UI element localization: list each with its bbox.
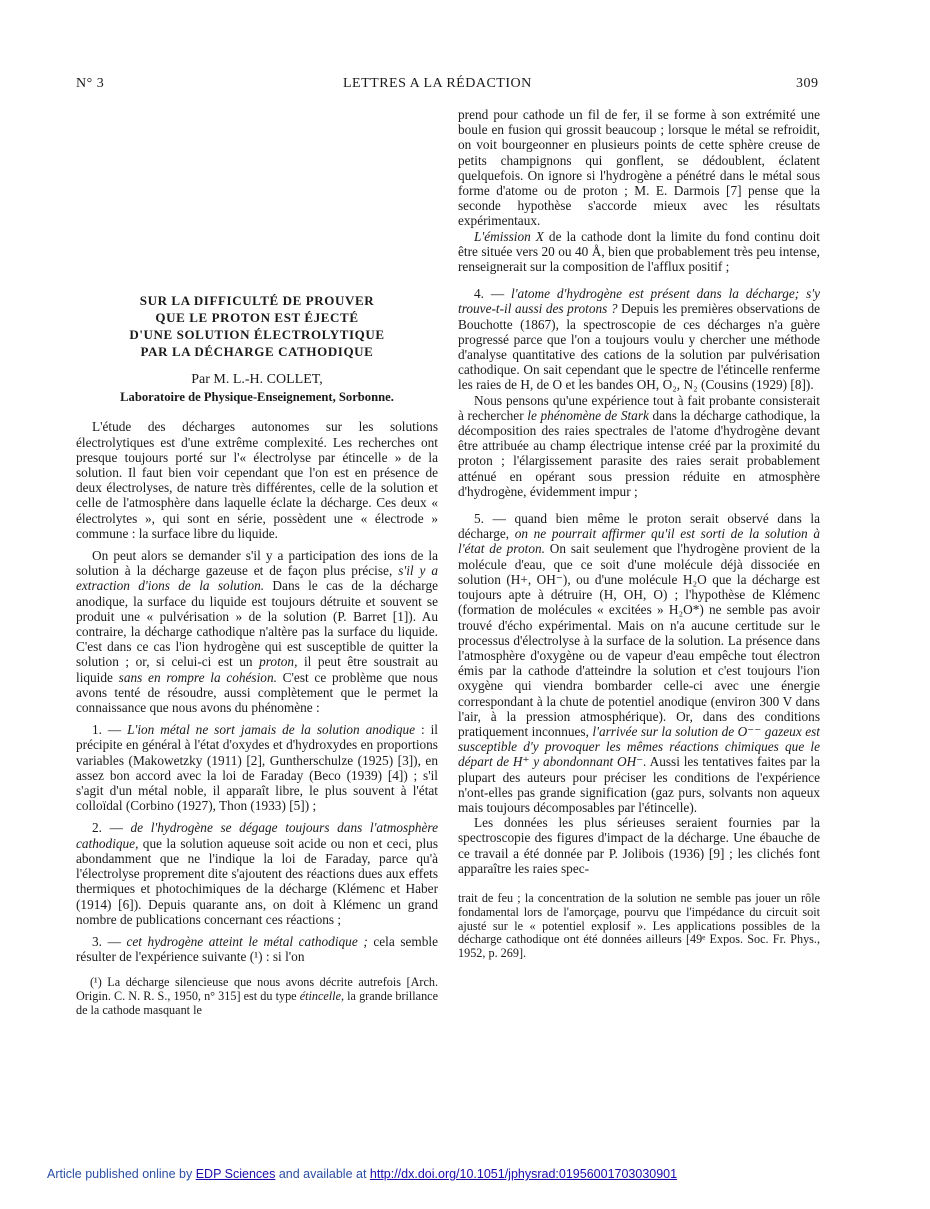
paragraph bbox=[458, 229, 820, 275]
text-run: il peut être soustrait au liquide bbox=[76, 654, 438, 685]
list-item bbox=[458, 286, 820, 392]
emphasis: l'arrivée sur la solution de O⁻⁻ gazeux est susceptible d'y provoquer les mêmes réactions chimiques que le départ de H⁺ y abondonnant OH⁻. bbox=[458, 723, 821, 770]
title-line: SUR LA DIFFICULTÉ DE PROUVER bbox=[139, 293, 375, 308]
list-item bbox=[458, 511, 820, 815]
paragraph bbox=[76, 548, 438, 715]
text-run: Dans le cas de la décharge anodique, la surface du liquide est toujours détruite et souvent se produit une « pulvérisation » de la solution (P. Barret [1]). Au contraire, la décharge cathodique n'altère pas la surface du liquide. C'est dans ce cas l'ion hydrogène qui est susceptible de quitter la solution ; or, si celui-ci est un bbox=[76, 578, 439, 670]
item-number: 2. — bbox=[92, 820, 131, 836]
text-run: On sait seulement que l'hydrogène provient de la molécule d'eau, que ce soit d'une molécule déjà dissociée en solution (H+, OH⁻), ou d'une molécule H₂O que la décharge est toujours apte à détruire (H, OH, O) ; l'hypothèse de Klémenc (formation de molécules « excitées » H₂O*) ne semble pas avoir trouvé d'écho expérimental. Mais on n'a aucune certitude sur le processus d'électrolyse à la surface de la solution. La présence dans l'atmosphère d'oxygène ou de vapeur d'eau empêche tout électron émis par la cathode d'atteindre la solution et c'est toujours l'ion oxygène qui viendra bombarder celle-ci avec une énergie correspondant à la chute de potentiel anodique (environ 300 V dans l'air, à la pression atmosphérique). Or, dans des conditions pratiquement inconnues, bbox=[458, 541, 820, 739]
page-number: 309 bbox=[796, 76, 819, 91]
emphasis: cet hydrogène atteint le métal cathodique ; bbox=[126, 933, 368, 949]
emphasis: s'il y a extraction d'ions de la solution. bbox=[76, 563, 439, 594]
paragraph: L'étude des décharges autonomes sur les solutions électrolytiques est d'une extrême complexité. Les recherches ont presque toujours porté sur l'« électrolyse par étincelle » de la solution. Il faut bien voir cependant que l'on est en présence de deux électrolyses, de nature très différentes, celle de la solution et celle de l'atmosphère dans laquelle éclate la décharge. Ces deux « électrolytes », qui sont en série, possèdent une « électrode » commune : la surface libre du liquide. bbox=[76, 419, 438, 541]
footer-text: Article published online by bbox=[47, 1167, 196, 1181]
text-run: trait de feu ; la concentration de la solution ne semble pas jouer un rôle fondamental lors de l'amorçage, pourvu que l'impédance du circuit soit ajusté sur le « potentiel explosif ». Les applications possibles de la décharge cathodique ont été données ailleurs [49ᵉ Expos. Soc. Fr. Phys., 1952, p. 269]. bbox=[458, 890, 820, 961]
text-run: : il précipite en général à l'état d'oxydes et d'hydroxydes en proportions variables (Makowetzky (1911) [2], Guntherschulze (1925) [3]), en assez bon accord avec la loi de Faraday (Beco (1939) [4]) ; s'il s'agit d'un métal noble, il apparaît libre, le plus souvent à l'état colloïdal (Corbino (1927), Thon (1933) [5]) ; bbox=[76, 722, 438, 814]
affiliation: Laboratoire de Physique-Enseignement, Sorbonne. bbox=[120, 390, 394, 405]
paragraph bbox=[458, 393, 820, 499]
emphasis: de l'hydrogène se dégage toujours dans l'atmosphère cathodique, bbox=[76, 820, 438, 851]
right-column bbox=[458, 107, 820, 961]
emphasis: l'atome d'hydrogène est présent dans la décharge; s'y trouve-t-il aussi des protons ? bbox=[458, 286, 820, 317]
text-run: (¹) La décharge silencieuse que nous avons décrite autrefois [Arch. Origin. C. N. R. S., 1950, n° 315] est du type bbox=[76, 975, 438, 1004]
article-title bbox=[76, 292, 438, 360]
text-run: de la cathode dont la limite du fond continu doit être située vers 20 ou 40 Å, bien que probablement très peu intense, renseignerait sur la composition de l'afflux positif ; bbox=[458, 228, 820, 275]
footnote-continuation bbox=[458, 892, 820, 961]
text-run: que la solution aqueuse soit acide ou non et ceci, plus abondamment que ne l'indique la loi de Faraday, parce qu'à l'électrolyse proprement dite s'ajoutent des réactions dues aux effets thermiques et photochimiques de la décharge (Klémenc et Haber (1914) [6]). Depuis quarante ans, on doit à Klémenc un grand nombre de publications concernant ces réactions ; bbox=[76, 835, 438, 927]
text-run: dans la décharge cathodique, la décomposition des raies spectrales de l'atome d'hydrogène devant être attribuée au champ électrique intense créé par la proximité du proton ; l'élargissement parasite des raies serait probablement atténué en opérant sous pression réduite en atmosphère d'hydrogène, évidemment impur ; bbox=[458, 407, 821, 499]
author: Par M. L.-H. COLLET, bbox=[191, 372, 323, 387]
title-line: QUE LE PROTON EST ÉJECTÉ bbox=[155, 310, 359, 325]
publication-footer bbox=[47, 1167, 677, 1181]
text-run: Depuis les premières observations de Bouchotte (1867), la spectroscopie de ces décharges n'a guère progressé parce que l'on a toujours voulu y chercher une méthode d'analyse quantitative des cations de la solution par pulvérisation cathodique. On sait cependant que le spectre de l'étincelle renferme les raies de H, de O et les bandes OH, O₂, N₂ (Cousins (1929) [8]). bbox=[458, 301, 820, 393]
text-run: Aussi les tentatives faites par la plupart des auteurs pour préciser les conditions de l'expérience n'ont-elles pas grande signification (gaz purs, solvants non aqueux mais toujours décomposables par l'étincelle). bbox=[458, 754, 820, 815]
paragraph: prend pour cathode un fil de fer, il se forme à son extrémité une boule en fusion qui grossit beaucoup ; lorsque le métal se refroidit, on voit bourgeonner en plusieurs points de cette sphère creuse de petits champignons qui gonflent, se dédoublent, éclatent quelquefois. On ignore si l'hydrogène a pénétré dans le métal sous forme d'atome ou de proton ; M. E. Darmois [7] pense que la seconde hypothèse s'accorde mieux avec les résultats expérimentaux. bbox=[458, 107, 820, 229]
text-run: Nous pensons qu'une expérience tout à fait probante consisterait à rechercher bbox=[458, 392, 820, 423]
page-header-left: N° 3 bbox=[76, 76, 105, 91]
list-item bbox=[76, 820, 438, 926]
title-line: PAR LA DÉCHARGE CATHODIQUE bbox=[140, 344, 374, 359]
item-number: 4. — bbox=[474, 286, 512, 302]
text-run: 5. — quand bien même le proton serait observé dans la décharge, bbox=[458, 511, 820, 542]
item-number: 3. — bbox=[92, 933, 127, 949]
footer-text: and available at bbox=[275, 1167, 370, 1181]
list-item bbox=[76, 934, 438, 964]
emphasis: proton, bbox=[259, 654, 298, 670]
page-header-title: LETTRES A LA RÉDACTION bbox=[343, 76, 532, 91]
text-run: On peut alors se demander s'il y a participation des ions de la solution à la décharge gazeuse et de façon plus précise, bbox=[76, 548, 438, 579]
text-run: cela semble résulter de l'expérience suivante (¹) : si l'on bbox=[76, 933, 438, 965]
text-run: la grande brillance de la cathode masquant le bbox=[76, 989, 438, 1017]
emphasis: sans en rompre la cohésion. bbox=[118, 669, 277, 685]
doi-link[interactable]: http://dx.doi.org/10.1051/jphysrad:01956001703030901 bbox=[369, 1167, 678, 1181]
footnote bbox=[76, 976, 438, 1017]
publisher-link[interactable]: EDP Sciences bbox=[195, 1167, 276, 1181]
emphasis: L'émission X bbox=[474, 228, 544, 244]
emphasis: le phénomène de Stark bbox=[527, 407, 649, 423]
emphasis: L'ion métal ne sort jamais de la solution anodique bbox=[127, 722, 416, 738]
list-item bbox=[76, 722, 438, 813]
text-run: C'est ce problème que nous avons tenté de résoudre, aussi complètement que le permet la connaissance que nous avons du phénomène : bbox=[76, 669, 438, 716]
emphasis: on ne pourrait affirmer qu'il est sorti de la solution à l'état de proton. bbox=[458, 526, 820, 557]
item-number: 1. — bbox=[92, 722, 128, 738]
paragraph: Les données les plus sérieuses seraient fournies par la spectroscopie des figures d'impact de la décharge. Une ébauche de ce travail a été donnée par P. Jolibois (1936) [9] ; les clichés font apparaître les raies spec- bbox=[458, 815, 820, 876]
emphasis: étincelle, bbox=[299, 989, 345, 1004]
title-line: D'UNE SOLUTION ÉLECTROLYTIQUE bbox=[129, 327, 385, 342]
left-column bbox=[76, 292, 438, 1018]
